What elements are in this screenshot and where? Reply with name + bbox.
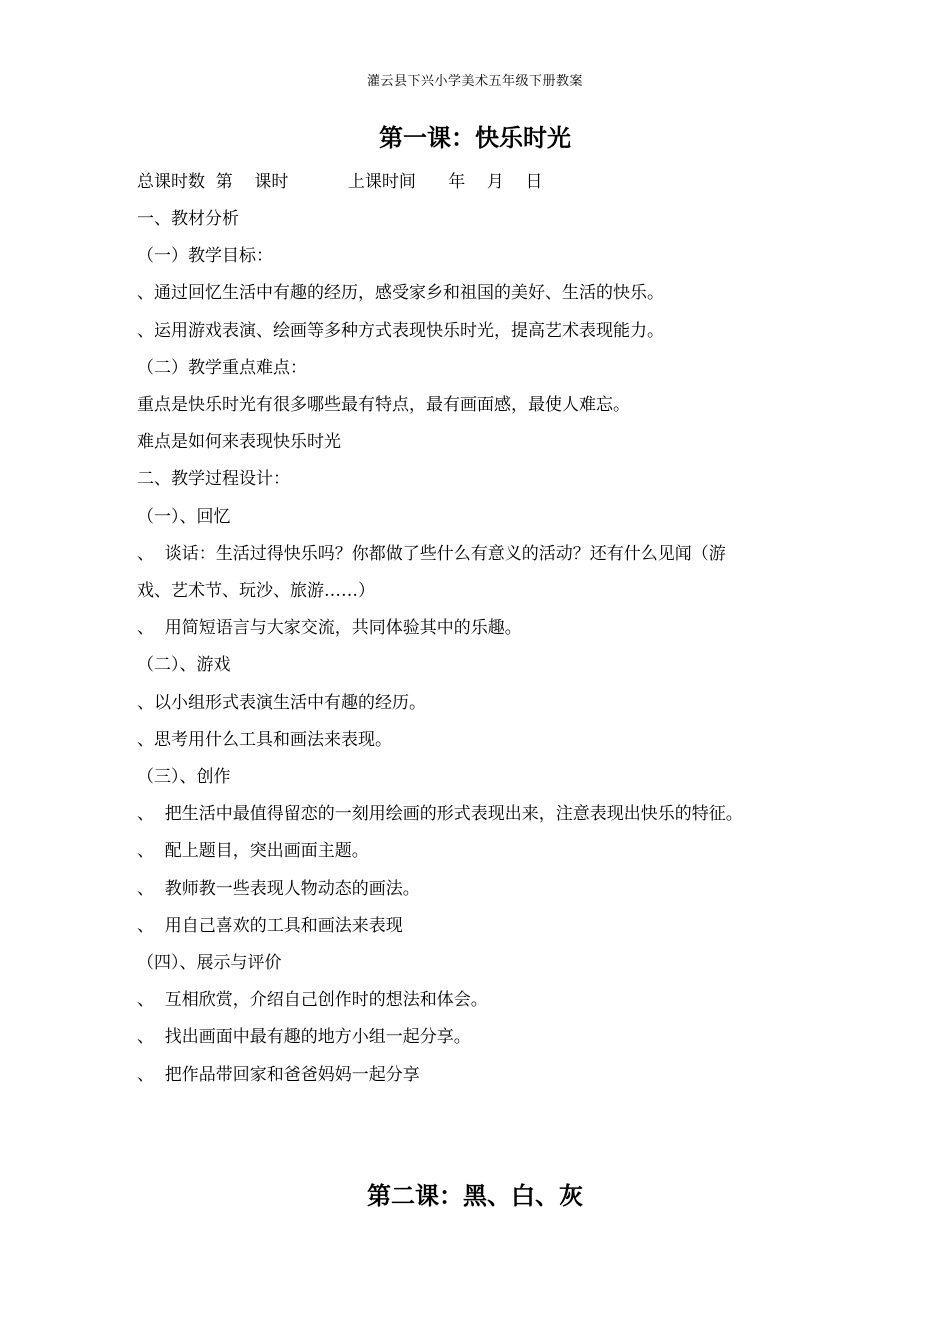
text-line: （三）、创作 <box>137 767 231 787</box>
text-line: 、运用游戏表演、绘画等多种方式表现快乐时光，提高艺术表现能力。 <box>137 320 664 341</box>
page-header: 灌云县下兴小学美术五年级下册教案 <box>366 74 583 89</box>
text-line: （二）教学重点难点： <box>137 357 307 378</box>
text-line: （二）、游戏 <box>137 655 231 676</box>
lesson-1-title: 第一课：快乐时光 <box>379 124 571 152</box>
text-line: 一、教材分析 <box>137 209 239 229</box>
lesson-2-title: 第二课：黑、白、灰 <box>367 1182 583 1210</box>
text-line: 、 教师教一些表现人物动态的画法。 <box>137 878 420 899</box>
text-line: 二、教学过程设计： <box>137 469 290 490</box>
text-line: 难点是如何来表现快乐时光 <box>137 432 341 453</box>
text-line: 、思考用什么工具和画法来表现。 <box>137 729 392 750</box>
text-line: （一）教学目标： <box>137 246 273 267</box>
text-line: 、 配上题目，突出画面主题。 <box>137 841 369 862</box>
text-line: 、 用简短语言与大家交流，共同体验其中的乐趣。 <box>137 618 522 639</box>
text-line: 、以小组形式表演生活中有趣的经历。 <box>137 692 426 713</box>
text-line: 、 把生活中最值得留恋的一刻用绘画的形式表现出来，注意表现出快乐的特征。 <box>137 804 743 825</box>
text-line: 、通过回忆生活中有趣的经历，感受家乡和祖国的美好、生活的快乐。 <box>137 283 664 304</box>
text-line: 重点是快乐时光有很多哪些最有特点，最有画面感，最使人难忘。 <box>137 395 630 415</box>
text-line: 、 用自己喜欢的工具和画法来表现 <box>137 915 403 936</box>
text-line: 、 谈话：生活过得快乐吗？你都做了些什么有意义的活动？还有什么见闻（游 <box>137 543 726 564</box>
text-line: （一）、回忆 <box>137 506 231 527</box>
lesson-meta: 总课时数 第 课时 上课时间 年 月 日 <box>137 172 543 192</box>
text-line: 、 找出画面中最有趣的地方小组一起分享。 <box>137 1027 471 1048</box>
text-line: 、 把作品带回家和爸爸妈妈一起分享 <box>137 1064 420 1085</box>
text-line: 戏、艺术节、玩沙、旅游……） <box>137 581 375 601</box>
text-line: 、 互相欣赏，介绍自己创作时的想法和体会。 <box>137 990 488 1011</box>
text-line: （四）、展示与评价 <box>137 953 282 973</box>
